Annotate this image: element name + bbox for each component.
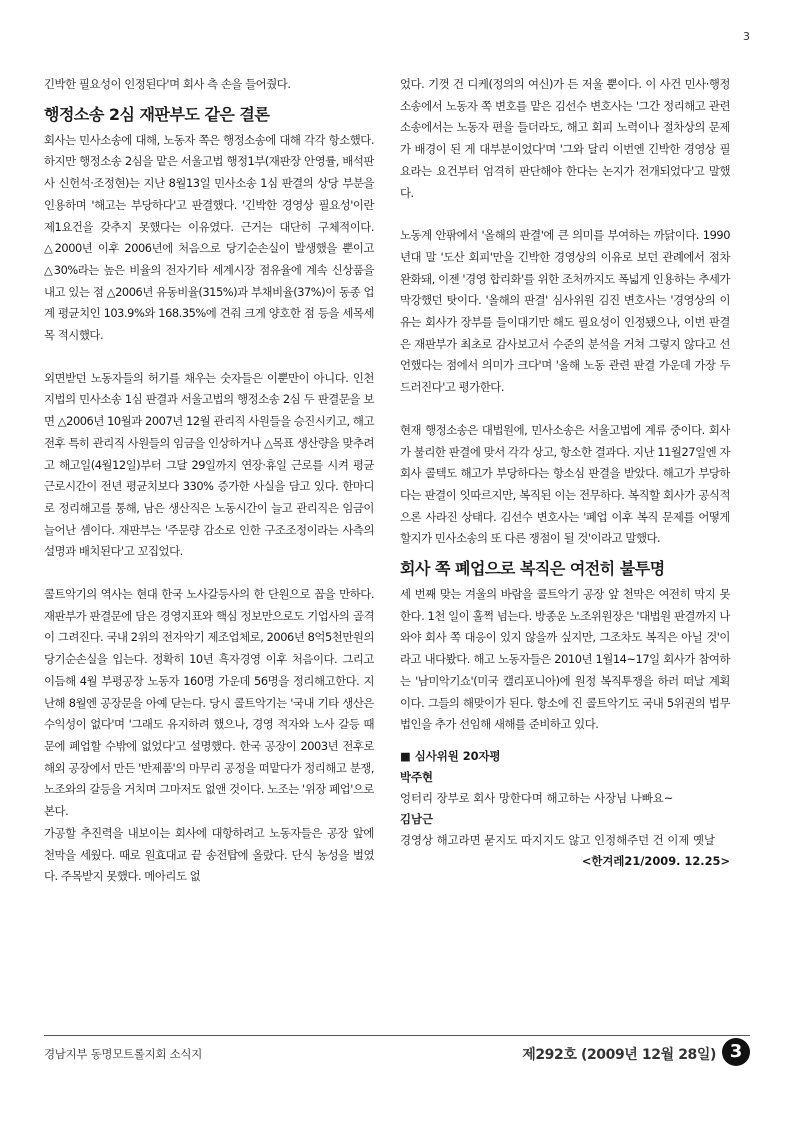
footer-issue: 제292호 (2009년 12월 28일): [522, 1047, 716, 1063]
reviewer-comment: 엉터리 장부로 회사 망한다며 해고하는 사장님 나빠요~: [400, 790, 674, 805]
reviewer-name: 박주현: [400, 769, 434, 784]
source-citation: <한겨레21/2009. 12.25>: [581, 853, 730, 868]
paragraph: 세 번째 맞는 겨울의 바람을 콜트악기 공장 앞 천막은 여전히 막지 못한다. 1천 일이 훌쩍 넘는다. 방종운 노조위원장은 '대법원 판결까지 나와야 회사 쪽 대응이 있지 않을까 싶지만, 그조차도 복직은 아닐 것'이라고 내다봤다. 해고 노동자들은 2010년 1월14~17일 회사가 참여하는 '남미악기쇼'(미국 캘리포니아)에 원정 복직투쟁을 하러 떠날 계획이다. 그들의 해맞이가 된다. 항소에 진 콜트악기도 국내 5위권의 법무법인을 추가 선임해 새해를 준비하고 있다.: [400, 587, 730, 732]
footer-divider: [44, 1035, 750, 1036]
paragraph: 노동계 안팎에서 '올해의 판결'에 큰 의미를 부여하는 까닭이다. 1990년대 말 '도산 회피'만을 긴박한 경영상의 이유로 보던 관례에서 점차 완화돼, 이젠 '경영 합리화'를 위한 조처까지도 폭넓게 인용하는 추세가 막강했던 탓이다. '올해의 판결' 심사위원 김진 변호사는 '경영상의 이유는 회사가 장부를 들이대기만 해도 필요성이 인정됐으나, 이번 판결은 재판부가 최초로 감사보고서 수준의 분석을 거쳐 그렇지 않다고 선언했다는 점에서 의미가 크다'며 '올해 노동 관련 판결 가운데 가장 두드러진다'고 평가한다.: [400, 228, 730, 395]
paragraph: 긴박한 필요성이 인정된다'며 회사 측 손을 들어줬다.: [44, 77, 291, 91]
footer-publication: 경남지부 동명모트롤지회 소식지: [44, 1047, 203, 1061]
paragraph: 콜트악기의 역사는 현대 한국 노사갈등사의 한 단원으로 꼽을 만하다. 재판부가 판결문에 담은 경영지표와 핵심 정보만으로도 기업사의 골격이 그려진다. 국내 2위의 전자악기 제조업체로, 2006년 8억5천만원의 당기순손실을 입는다. 정확히 10년 흑자경영 이후 처음이다. 그리고 이듬해 4월 부평공장 노동자 160명 가운데 56명을 정리해고한다. 지난해 8월엔 공장문을 아예 닫는다. 당시 콜트악기는 '국내 기타 생산은 수익성이 없다'며 '그래도 유지하려 했으나, 경영 적자와 노사 갈등 때문에 폐업할 수밖에 없었다'고 설명했다. 한국 공장이 2003년 전후로 해외 공장에서 만든 '반제품'의 마무리 공정을 떠맡다가 정리해고 분쟁, 노조와의 갈등을 거치며 그마저도 없앤 것이다. 노조는 '위장 폐업'으로 본다.: [44, 587, 374, 819]
reviewer-name: 김남근: [400, 811, 434, 826]
right-column: [400, 74, 730, 872]
section-heading: 회사 쪽 폐업으로 복직은 여전히 불투명: [400, 559, 665, 579]
paragraph: 가공할 추진력을 내보이는 회사에 대항하려고 노동자들은 공장 앞에 천막을 세웠다. 때로 원효대교 끝 송전탑에 올랐다. 단식 농성을 벌였다. 주목받지 못했다. 메아리도 없: [44, 825, 374, 884]
paragraph: 현재 행정소송은 대법원에, 민사소송은 서울고법에 계류 중이다. 회사가 불리한 판결에 맞서 각각 상고, 항소한 결과다. 지난 11월27일엔 자회사 콜텍도 해고가 부당하다는 항소심 판결을 받았다. 해고가 부당하다는 판결이 잇따르지만, 복직된 이는 전무하다. 복직할 회사가 공식적으론 사라진 상태다. 김선수 변호사는 '폐업 이후 복직 문제를 어떻게 할지가 민사소송의 또 다른 쟁점이 될 것'이라고 말했다.: [400, 422, 730, 546]
paragraph: 었다. 기껏 건 디케(정의의 여신)가 든 저울 뿐이다. 이 사건 민사·행정 소송에서 노동자 쪽 변호를 맡은 김선수 변호사는 '그간 정리해고 관련 소송에서는 노동자 편을 들더라도, 해고 회피 노력이나 절차상의 문제가 배경이 된 게 대부분이었다'며 '그와 달리 이번엔 긴박한 경영상 필요라는 요건부터 엄격히 판단해야 한다는 논지가 전개되었다'고 말했다.: [400, 77, 730, 200]
left-column: [44, 74, 374, 888]
page-number-top: 3: [743, 30, 750, 43]
page-number-badge: 3: [722, 1038, 750, 1066]
reviewer-comment: 경영상 해고라면 묻지도 따지지도 않고 인정해주던 건 이제 옛날: [400, 832, 716, 847]
section-heading: 행정소송 2심 재판부도 같은 결론: [44, 104, 270, 124]
paragraph: 외면받던 노동자들의 허기를 채우는 숫자들은 이뿐만이 아니다. 인천지법의 민사소송 1심 판결과 서울고법의 행정소송 2심 두 판결문을 보면 △2006년 10월과 2007년 12월 관리직 사원들을 승진시키고, 해고 전후 특히 관리직 사원들의 임금을 인상하거나 △목표 생산량을 맞추려고 해고일(4월12일)부터 그달 29일까지 연장·휴일 근로를 시켜 평균 근로시간이 전년 평균치보다 330% 증가한 사실을 담고 있다. 한마디로 정리해고를 통해, 남은 생산직은 노동시간이 늘고 관리직은 임금이 늘어난 셈이다. 재판부는 '주문량 감소로 인한 구조조정이라는 사측의 설명과 배치된다'고 꼬집었다.: [44, 370, 374, 559]
paragraph: 회사는 민사소송에 대해, 노동자 쪽은 행정소송에 대해 각각 항소했다. 하지만 행정소송 2심을 맡은 서울고법 행정1부(재판장 안영률, 배석판사 신헌석·조정현)는 지난 8월13일 민사소송 1심 판결의 상당 부분을 인용하며 '해고는 부당하다'고 판결했다. '긴박한 경영상 필요성'이란 제1요건을 갖추지 못했다는 이유였다. 근거는 대단히 구체적이다. △2000년 이후 2006년에 처음으로 당기순손실이 발생했을 뿐이고 △30%라는 높은 비율의 전자기타 세계시장 점유율에 계속 신상품을 내고 있는 점 △2006년 유동비율(315%)과 부채비율(37%)이 동종 업계 평균치인 103.9%와 168.35%에 견줘 크게 양호한 점 등을 세목세목 적시했다.: [44, 132, 374, 343]
review-heading: ■ 심사위원 20자평: [400, 748, 501, 763]
